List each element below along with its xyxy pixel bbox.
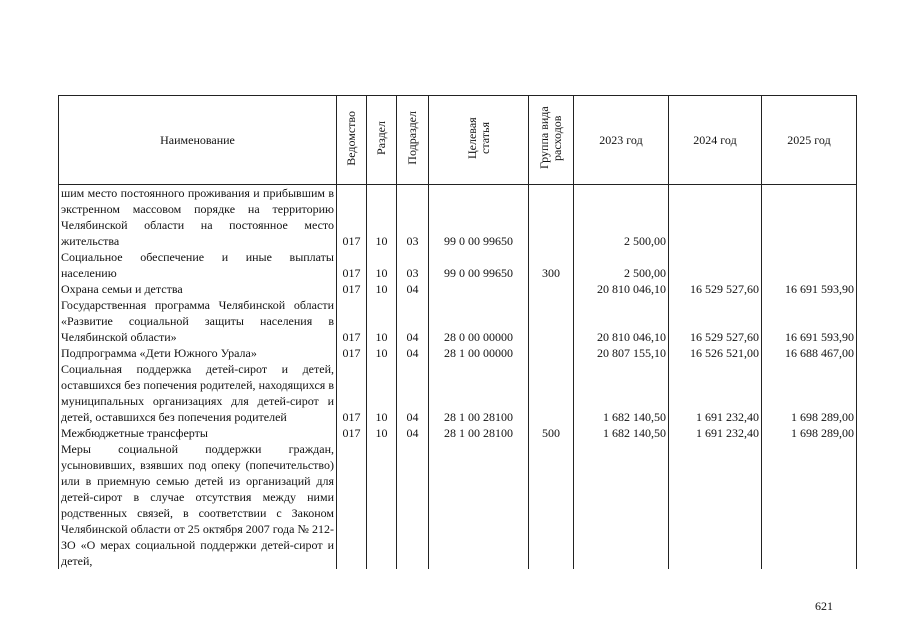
table-row	[59, 425, 857, 441]
cell-2025	[762, 249, 857, 281]
cell-target: 28 1 00 28100	[429, 425, 529, 441]
table-row	[59, 249, 857, 281]
cell-section: 10	[367, 345, 397, 361]
cell-2024: 1 691 232,40	[669, 361, 762, 425]
cell-subsection: 04	[397, 281, 429, 297]
header-name: Наименование	[59, 96, 337, 185]
cell-section: 10	[367, 281, 397, 297]
cell-group	[529, 281, 574, 297]
cell-2024	[669, 185, 762, 250]
cell-2024	[669, 441, 762, 569]
cell-2023: 20 810 046,10	[574, 297, 669, 345]
cell-dept: 017	[337, 361, 367, 425]
header-group: Группа вида расходов	[529, 96, 574, 185]
cell-target	[429, 441, 529, 569]
cell-section: 10	[367, 249, 397, 281]
cell-2023	[574, 441, 669, 569]
cell-group: 500	[529, 425, 574, 441]
cell-target: 99 0 00 99650	[429, 185, 529, 250]
cell-dept: 017	[337, 281, 367, 297]
cell-2023: 20 810 046,10	[574, 281, 669, 297]
cell-group	[529, 185, 574, 250]
cell-dept: 017	[337, 425, 367, 441]
cell-subsection: 04	[397, 297, 429, 345]
table-header-row	[59, 96, 857, 185]
cell-name: Социальное обеспечение и иные выплаты населению	[59, 249, 337, 281]
cell-subsection: 03	[397, 249, 429, 281]
cell-name: Меры социальной поддержки граждан, усыновивших, взявших под опеку (попечительство) или в приемную семью детей из организаций для детей-сирот в случае отсутствия между ними родственных связей, в соответствии с Законом Челябинской области от 25 октября 2007 года № 212-ЗО «О мерах социальной поддержки детей-сирот и детей,	[59, 441, 337, 569]
cell-section	[367, 441, 397, 569]
cell-target: 28 0 00 00000	[429, 297, 529, 345]
cell-2025: 16 691 593,90	[762, 297, 857, 345]
cell-2025: 16 691 593,90	[762, 281, 857, 297]
cell-2025: 1 698 289,00	[762, 425, 857, 441]
table-row	[59, 297, 857, 345]
cell-group: 300	[529, 249, 574, 281]
cell-2024: 16 529 527,60	[669, 281, 762, 297]
cell-2023: 2 500,00	[574, 249, 669, 281]
cell-group	[529, 441, 574, 569]
header-2025: 2025 год	[762, 96, 857, 185]
cell-group	[529, 345, 574, 361]
cell-2023: 1 682 140,50	[574, 425, 669, 441]
cell-section: 10	[367, 185, 397, 250]
table-row	[59, 281, 857, 297]
cell-subsection: 03	[397, 185, 429, 250]
cell-2024: 16 526 521,00	[669, 345, 762, 361]
cell-section: 10	[367, 425, 397, 441]
cell-subsection: 04	[397, 345, 429, 361]
cell-section: 10	[367, 361, 397, 425]
cell-target: 28 1 00 00000	[429, 345, 529, 361]
cell-name: Подпрограмма «Дети Южного Урала»	[59, 345, 337, 361]
budget-table	[58, 95, 857, 569]
cell-subsection: 04	[397, 361, 429, 425]
cell-dept: 017	[337, 345, 367, 361]
cell-2024: 1 691 232,40	[669, 425, 762, 441]
cell-subsection	[397, 441, 429, 569]
cell-dept: 017	[337, 297, 367, 345]
cell-2023: 2 500,00	[574, 185, 669, 250]
header-target: Целевая статья	[429, 96, 529, 185]
cell-2024: 16 529 527,60	[669, 297, 762, 345]
cell-dept	[337, 441, 367, 569]
header-dept: Ведомство	[337, 96, 367, 185]
header-subsection: Подраздел	[397, 96, 429, 185]
cell-2024	[669, 249, 762, 281]
cell-2025	[762, 441, 857, 569]
cell-dept: 017	[337, 249, 367, 281]
table-row	[59, 345, 857, 361]
table-row	[59, 441, 857, 569]
table-row	[59, 185, 857, 250]
cell-name: Охрана семьи и детства	[59, 281, 337, 297]
cell-name: шим место постоянного проживания и прибывшим в экстренном массовом порядке на территорию Челябинской области на постоянное место жительства	[59, 185, 337, 250]
table-row	[59, 361, 857, 425]
cell-target: 99 0 00 99650	[429, 249, 529, 281]
cell-subsection: 04	[397, 425, 429, 441]
cell-name: Государственная программа Челябинской области «Развитие социальной защиты населения в Челябинской области»	[59, 297, 337, 345]
cell-target: 28 1 00 28100	[429, 361, 529, 425]
cell-2025: 16 688 467,00	[762, 345, 857, 361]
page-number: 621	[815, 599, 833, 613]
cell-2025: 1 698 289,00	[762, 361, 857, 425]
cell-2025	[762, 185, 857, 250]
cell-section: 10	[367, 297, 397, 345]
cell-2023: 20 807 155,10	[574, 345, 669, 361]
header-section: Раздел	[367, 96, 397, 185]
header-2023: 2023 год	[574, 96, 669, 185]
cell-group	[529, 361, 574, 425]
cell-target	[429, 281, 529, 297]
cell-name: Социальная поддержка детей-сирот и детей, оставшихся без попечения родителей, находящихся в муниципальных организациях для детей-сирот и детей, оставшихся без попечения родителей	[59, 361, 337, 425]
cell-name: Межбюджетные трансферты	[59, 425, 337, 441]
cell-group	[529, 297, 574, 345]
header-2024: 2024 год	[669, 96, 762, 185]
cell-dept: 017	[337, 185, 367, 250]
cell-2023: 1 682 140,50	[574, 361, 669, 425]
